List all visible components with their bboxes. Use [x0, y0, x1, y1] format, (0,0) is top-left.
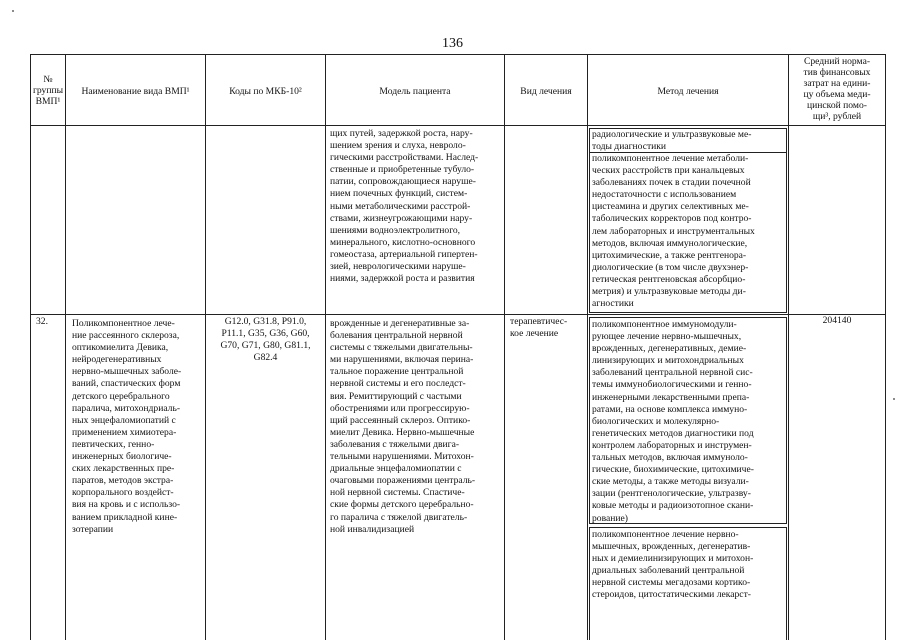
col-divider-1: [65, 54, 66, 640]
method-sub-border: [589, 128, 590, 152]
method-sub-border: [589, 317, 787, 318]
method-sub-border: [589, 527, 787, 528]
financial-norm-cell: 204140: [822, 315, 852, 326]
col-divider-5: [587, 54, 588, 640]
method-sub-border: [589, 152, 590, 312]
treatment-type-cell: терапевтичес- кое лечение: [510, 316, 568, 340]
header-bottom-border: [30, 125, 886, 126]
method-sub-border: [589, 527, 590, 640]
patient-model-cell: щих путей, задержкой роста, нару- шением зрения и слуха, невроло- гическими расстройствами. Наслед- ственные и приобретенные тубуло- патии, сопровождающиеся наруше- нием почечных функций, систем- ными метаболическими расстрой- ствами, жизнеугрожающими нару- шениями водноэлектролитного, минерального, кислотно-основного гомеостаза, артериальной гипертен- зией, неврологическими наруше- ниями, задержкой роста и развития: [330, 128, 479, 285]
header-patient-model: Модель пациента: [379, 86, 451, 97]
method-sub-border: [589, 312, 787, 313]
header-group-number: № группы ВМП¹: [32, 74, 64, 107]
group-number-cell: 32.: [36, 316, 48, 327]
vmp-name-cell: Поликомпонентное лече- ние рассеянного склероза, оптикомиелита Девика, нейродегенеративных нервно-мышечных заболе- ваний, спастических форм детского церебрального паралича, митохондриаль- ных энцефаломиопатий с применением химиотера- певтических, генно- инженерных биологиче- ских лекарственных пре- паратов, методов экстра- корпорального воздейст- вия на кровь и с использо- ванием прикладной кине- зотерапии: [72, 318, 182, 535]
page-number: 136: [442, 36, 463, 51]
scan-speck: [12, 10, 14, 12]
method-sub-border: [786, 152, 787, 312]
table-right-border: [885, 54, 886, 640]
row-separator: [30, 314, 886, 315]
header-financial-norm: Средний норма- тив финансовых затрат на едини- цу объема меди- цинской помо- щи³, рублей: [803, 56, 871, 122]
table-left-border: [30, 54, 31, 640]
icd-codes-cell: G12.0, G31.8, P91.0, P11.1, G35, G36, G60, G70, G71, G80, G81.1, G82.4: [220, 316, 311, 364]
header-treatment-method: Метод лечения: [657, 86, 719, 97]
header-icd-codes: Коды по МКБ-10²: [229, 86, 302, 97]
scan-speck: [893, 398, 895, 400]
table-top-border: [30, 54, 886, 55]
treatment-method-cell: радиологические и ультразвуковые ме- тоды диагностики: [592, 129, 752, 153]
method-sub-border: [786, 128, 787, 152]
col-divider-4: [504, 54, 505, 640]
treatment-method-cell: поликомпонентное лечение нервно- мышечных, врожденных, дегенератив- ных и демиелинизирующих и митохон- дриальных заболеваний центральной нервной системы мегадозами кортико- стероидов, цитостатическими лекарст-: [592, 529, 754, 601]
col-divider-6: [788, 54, 789, 640]
method-sub-border: [786, 527, 787, 640]
method-sub-border: [589, 317, 590, 523]
treatment-method-cell: поликомпонентное лечение метаболи- ческих расстройств при канальцевых заболеваниях почек в стадии почечной недостаточности с использованием цистеамина и других селективных ме- таболических корректоров под контро- лем лабораторных и инструментальных методов, включая иммунологические, цитохимические, а также рентгенора- диологические (в том числе двухэнер- гетическая рентгеновская абсорбцио- метрия) и ультразвуковые методы ди- агностики: [592, 153, 755, 310]
header-treatment-type: Вид лечения: [520, 86, 572, 97]
patient-model-cell: врожденные и дегенеративные за- болевания центральной нервной системы с тяжелыми двигательны- ми нарушениями, включая перина- тальное поражение центральной нервной системы и его последст- вия. Ремиттирующий с частыми обострениями или прогрессирую- щий рассеянный склероз. Оптико- миелит Девика. Нервно-мышечные заболевания с тяжелыми двига- тельными нарушениями. Митохон- дриальные энцефаломиопатии с очаговыми поражениями централь- ной нервной системы. Спастиче- ские формы детского церебрально- го паралича с тяжелой двигатель- ной инвалидизацией: [330, 318, 476, 535]
header-vmp-name: Наименование вида ВМП¹: [81, 86, 190, 97]
col-divider-3: [325, 54, 326, 640]
method-sub-border: [786, 317, 787, 523]
treatment-method-cell: поликомпонентное иммуномодули- рующее лечение нервно-мышечных, врожденных, дегенеративных, демие- линизирующих и митохондриальных заболеваний центральной нервной сис- темы иммунобиологическими и генно- инженерными лекарственными препа- ратами, на основе комплекса иммуно- биологических и молекулярно- генетических методов диагностики под контролем лабораторных и инструмен- тальных методов, включая иммуноло- гические, биохимические, цитохимиче- ские методы, а также методы визуали- зации (рентгенологические, ультразву- ковые методы и радиоизотопное скани- рование): [592, 319, 754, 524]
